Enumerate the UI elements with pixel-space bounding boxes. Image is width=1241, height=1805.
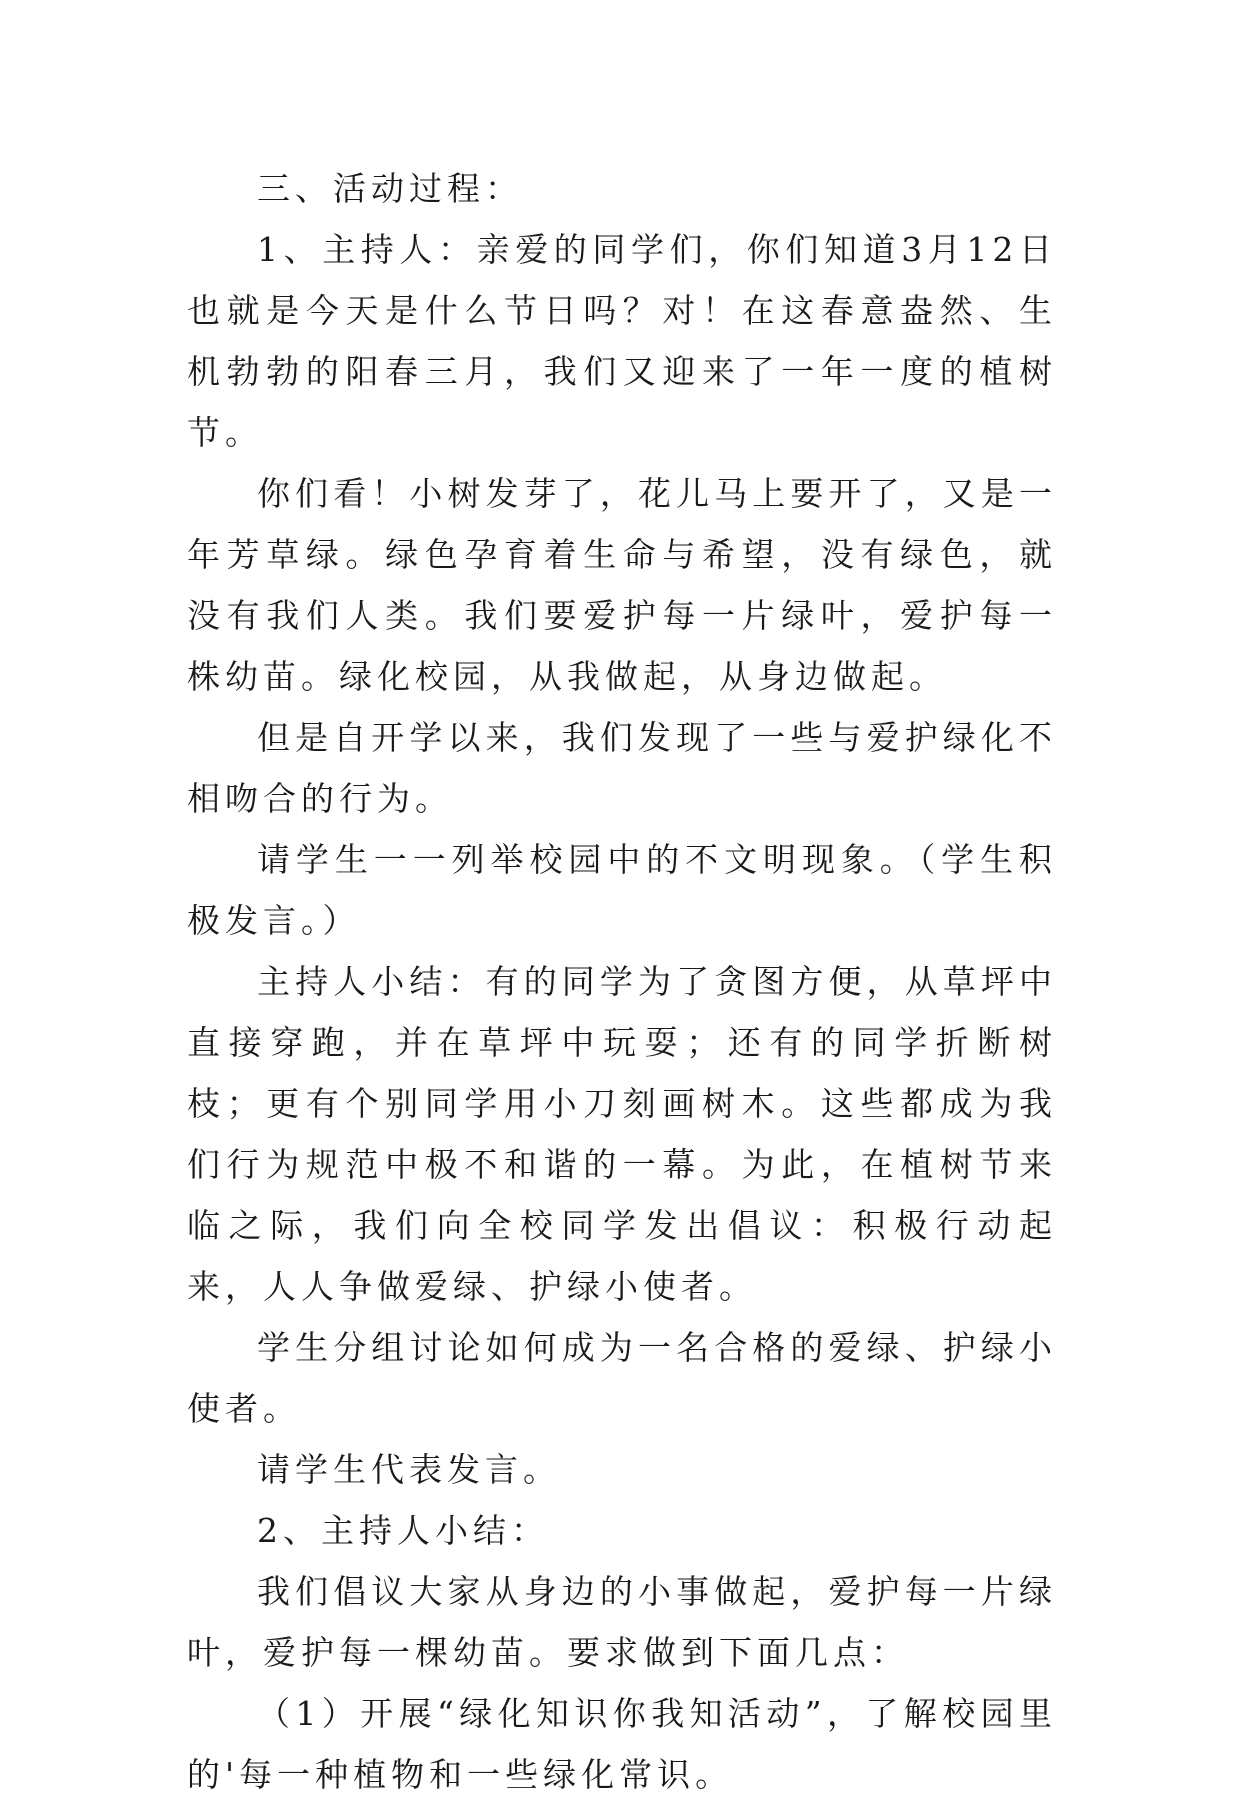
- document-body: [187, 158, 1057, 1805]
- section-heading: 三、活动过程：: [257, 169, 523, 208]
- paragraph-group-discussion: 学生分组讨论如何成为一名合格的爱绿、护绿小使者。: [187, 1328, 1057, 1428]
- paragraph-host-opening: 1、主持人：亲爱的同学们，你们知道3月12日也就是今天是什么节日吗？对！在这春意盎然、生机勃勃的阳春三月，我们又迎来了一年一度的植树节。: [187, 230, 1057, 452]
- paragraph-list-phenomena: 请学生一一列举校园中的不文明现象。（学生积极发言。）: [187, 840, 1057, 940]
- paragraph-green-life: 你们看！小树发芽了，花儿马上要开了，又是一年芳草绿。绿色孕育着生命与希望，没有绿色，就没有我们人类。我们要爱护每一片绿叶，爱护每一株幼苗。绿化校园，从我做起，从身边做起。: [187, 474, 1057, 696]
- paragraph-point-1: （1）开展“绿化知识你我知活动”，了解校园里的'每一种植物和一些绿化常识。: [187, 1694, 1057, 1794]
- paragraph-host-summary-2: 2、主持人小结：: [257, 1511, 549, 1550]
- paragraph-host-summary: 主持人小结：有的同学为了贪图方便，从草坪中直接穿跑，并在草坪中玩耍；还有的同学折断树枝；更有个别同学用小刀刻画树木。这些都成为我们行为规范中极不和谐的一幕。为此，在植树节来临之际，我们向全校同学发出倡议：积极行动起来，人人争做爱绿、护绿小使者。: [187, 962, 1057, 1306]
- paragraph-proposal: 我们倡议大家从身边的小事做起，爱护每一片绿叶，爱护每一棵幼苗。要求做到下面几点：: [187, 1572, 1057, 1672]
- paragraph-behavior: 但是自开学以来，我们发现了一些与爱护绿化不相吻合的行为。: [187, 718, 1057, 818]
- paragraph-representative: 请学生代表发言。: [257, 1450, 561, 1489]
